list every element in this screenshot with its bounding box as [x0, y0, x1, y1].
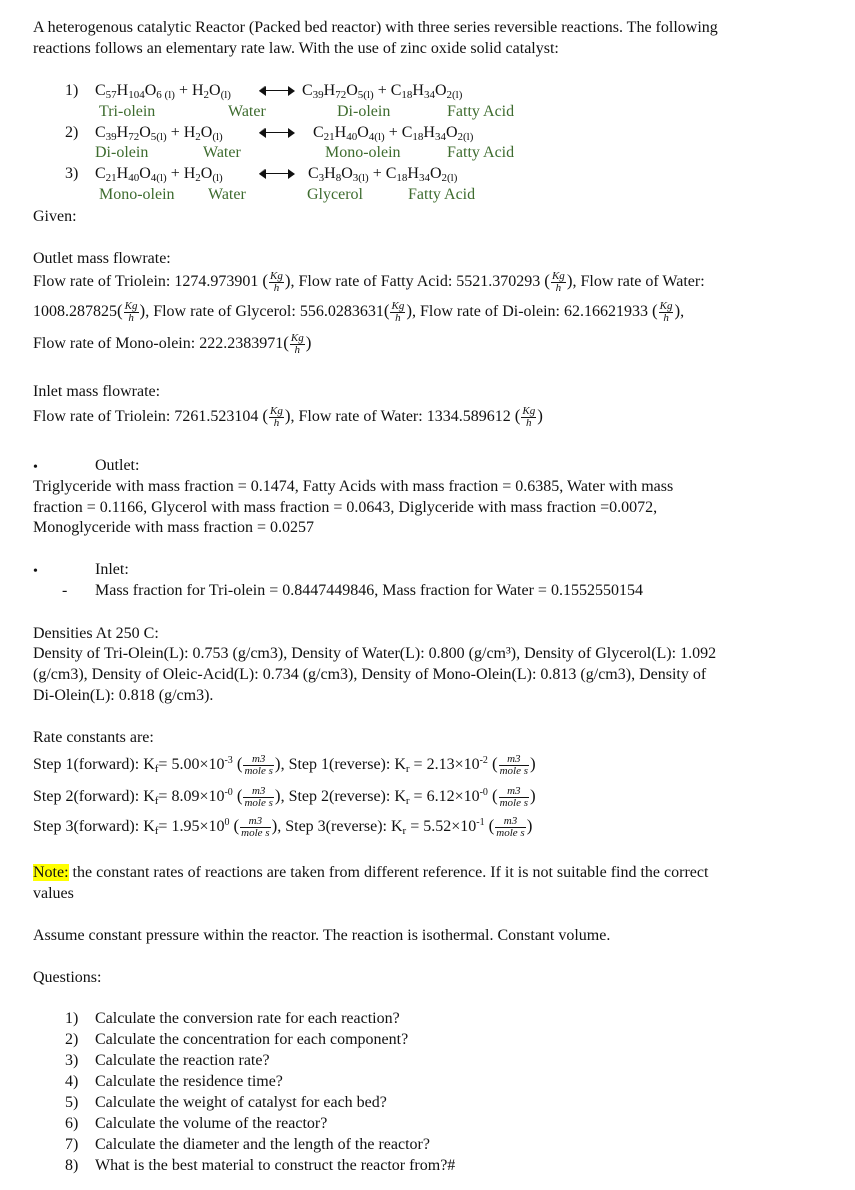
reaction-3-rhs: $C_3H_8O_{3(l)} + C_{18}H_{34}O_{2(l)}$ [308, 165, 458, 184]
outlet-flow-line-1: Flow rate of Triolein: 1274.973901 ( $\frac{Kg}{h}$ ), Flow rate of Fatty Acid: 5521.370293 ( $\frac{Kg}{h}$ ), Flow rate of Water: [33, 269, 705, 294]
intro-line-1: A heterogenous catalytic Reactor (Packed bed reactor) with three series reversible reactions. The following [33, 19, 718, 36]
dash-icon: - [62, 582, 68, 599]
question-1-number: 1) [65, 1010, 79, 1027]
note-line-1 [33, 862, 708, 883]
densities-line-1: Density of Tri-Olein(L): 0.753 (g/cm3), Density of Water(L): 0.800 (g/cm³), Density of Glycerol(L): 1.092 [33, 645, 717, 662]
reaction-2-name-fatty-acid: Fatty Acid [447, 144, 515, 161]
question-6-text: Calculate the volume of the reactor? [95, 1115, 328, 1132]
reaction-1-name-diolein: Di-olein [337, 103, 391, 120]
outlet-fractions-label: Outlet: [95, 457, 140, 474]
question-2-number: 2) [65, 1031, 79, 1048]
reaction-3-name-glycerol: Glycerol [307, 186, 363, 203]
question-7-number: 7) [65, 1136, 79, 1153]
rate-step-1: Step 1(forward): $K_f= 5.00\times 10^{-3}$ ( $\frac{m3}{\text{mole s}}$ ), Step 1(reverse): $K_r = 2.13\times 10^{-2}$ ( $\frac{m3}{\text{mole s}}$ ) [33, 752, 536, 777]
inlet-flow-heading: Inlet mass flowrate: [33, 383, 161, 400]
reaction-3-name-monoolein: Mono-olein [99, 186, 175, 203]
question-4-text: Calculate the residence time? [95, 1073, 283, 1090]
rate-step-3: Step 3(forward): $K_f= 1.95\times 10^0$ ( $\frac{m3}{\text{mole s}}$ ), Step 3(reverse): $K_r = 5.52\times 10^{-1}$ ( $\frac{m3}{\text{mole s}}$ ) [33, 814, 533, 839]
rates-heading: Rate constants are: [33, 729, 154, 746]
reaction-2-name-diolein: Di-olein [95, 144, 149, 161]
inlet-flow-line-1: Flow rate of Triolein: 7261.523104 ( $\frac{Kg}{h}$ ), Flow rate of Water: 1334.589612 ( $\frac{Kg}{h}$ ) [33, 404, 543, 429]
question-3-text: Calculate the reaction rate? [95, 1052, 270, 1069]
reversible-arrow-icon [255, 80, 299, 101]
question-3-number: 3) [65, 1052, 79, 1069]
question-5-text: Calculate the weight of catalyst for each bed? [95, 1094, 387, 1111]
reaction-1-name-fatty-acid: Fatty Acid [447, 103, 515, 120]
given-label: Given: [33, 208, 77, 225]
question-1-text: Calculate the conversion rate for each reaction? [95, 1010, 400, 1027]
reaction-2-number: 2) [65, 124, 79, 141]
outlet-flow-line-3: Flow rate of Mono-olein: 222.2383971( $\frac{Kg}{h}$ ) [33, 331, 312, 356]
question-8-number: 8) [65, 1157, 79, 1174]
reaction-2-rhs: $C_{21}H_{40}O_{4(l)} + C_{18}H_{34}O_{2(l)}$ [313, 124, 474, 143]
outlet-flow-line-2: 1008.287825( $\frac{Kg}{h}$ ), Flow rate of Glycerol: 556.0283631( $\frac{Kg}{h}$ ), Flow rate of Di-olein: 62.16621933 ( $\frac{Kg}{h}$ ), [33, 299, 685, 324]
intro-line-2: reactions follows an elementary rate law. With the use of zinc oxide solid catalyst: [33, 40, 559, 57]
question-6-number: 6) [65, 1115, 79, 1132]
reaction-1-rhs: $C_{39}H_{72}O_{5(l)} + C_{18}H_{34}O_{2(l)}$ [302, 82, 463, 101]
reaction-1-lhs: $C_{57}H_{104}O_{6 (l)} + H_2O_{(l)}$ [95, 82, 231, 101]
reaction-1-number: 1) [65, 82, 79, 99]
bullet-icon: • [33, 564, 38, 579]
question-5-number: 5) [65, 1094, 79, 1111]
question-4-number: 4) [65, 1073, 79, 1090]
questions-heading: Questions: [33, 969, 102, 986]
reaction-3-name-water: Water [208, 186, 246, 203]
inlet-fractions-line-1: Mass fraction for Tri-olein = 0.8447449846, Mass fraction for Water = 0.1552550154 [95, 582, 643, 599]
reversible-arrow-icon [255, 163, 299, 184]
rate-step-2: Step 2(forward): $K_f= 8.09\times 10^{-0}$ ( $\frac{m3}{\text{mole s}}$ ), Step 2(reverse): $K_r = 6.12\times 10^{-0}$ ( $\frac{m3}{\text{mole s}}$ ) [33, 784, 536, 809]
reaction-3-name-fatty-acid: Fatty Acid [408, 186, 476, 203]
inlet-fractions-label: Inlet: [95, 561, 129, 578]
question-2-text: Calculate the concentration for each component? [95, 1031, 409, 1048]
reaction-3-number: 3) [65, 165, 79, 182]
outlet-flow-heading: Outlet mass flowrate: [33, 250, 171, 267]
reaction-2-name-water: Water [203, 144, 241, 161]
question-7-text: Calculate the diameter and the length of the reactor? [95, 1136, 430, 1153]
reaction-3-lhs: $C_{21}H_{40}O_{4(l)} + H_2O_{(l)}$ [95, 165, 223, 184]
reversible-arrow-icon [255, 122, 299, 143]
outlet-fractions-line-2: fraction = 0.1166, Glycerol with mass fraction = 0.0643, Diglyceride with mass fraction =0.0072, [33, 499, 658, 516]
outlet-fractions-line-3: Monoglyceride with mass fraction = 0.0257 [33, 519, 314, 536]
note-text: the constant rates of reactions are taken from different reference. If it is not suitable find the correct [68, 864, 709, 881]
bullet-icon: • [33, 460, 38, 475]
assumption-text: Assume constant pressure within the reactor. The reaction is isothermal. Constant volume. [33, 927, 611, 944]
note-label: Note: [33, 864, 69, 881]
reaction-2-lhs: $C_{39}H_{72}O_{5(l)} + H_2O_{(l)}$ [95, 124, 223, 143]
note-line-2: values [33, 885, 74, 902]
densities-line-2: (g/cm3), Density of Oleic-Acid(L): 0.734 (g/cm3), Density of Mono-Olein(L): 0.813 (g/cm3), Density of [33, 666, 707, 683]
reaction-2-name-monoolein: Mono-olein [325, 144, 401, 161]
densities-heading: Densities At 250 C: [33, 625, 159, 642]
outlet-fractions-line-1: Triglyceride with mass fraction = 0.1474, Fatty Acids with mass fraction = 0.6385, Water with mass [33, 478, 674, 495]
question-8-text[interactable]: What is the best material to construct the reactor from?# [95, 1157, 456, 1174]
reaction-1-name-water: Water [228, 103, 266, 120]
densities-line-3: Di-Olein(L): 0.818 (g/cm3). [33, 687, 214, 704]
reaction-1-name-trioleins: Tri-olein [99, 103, 156, 120]
